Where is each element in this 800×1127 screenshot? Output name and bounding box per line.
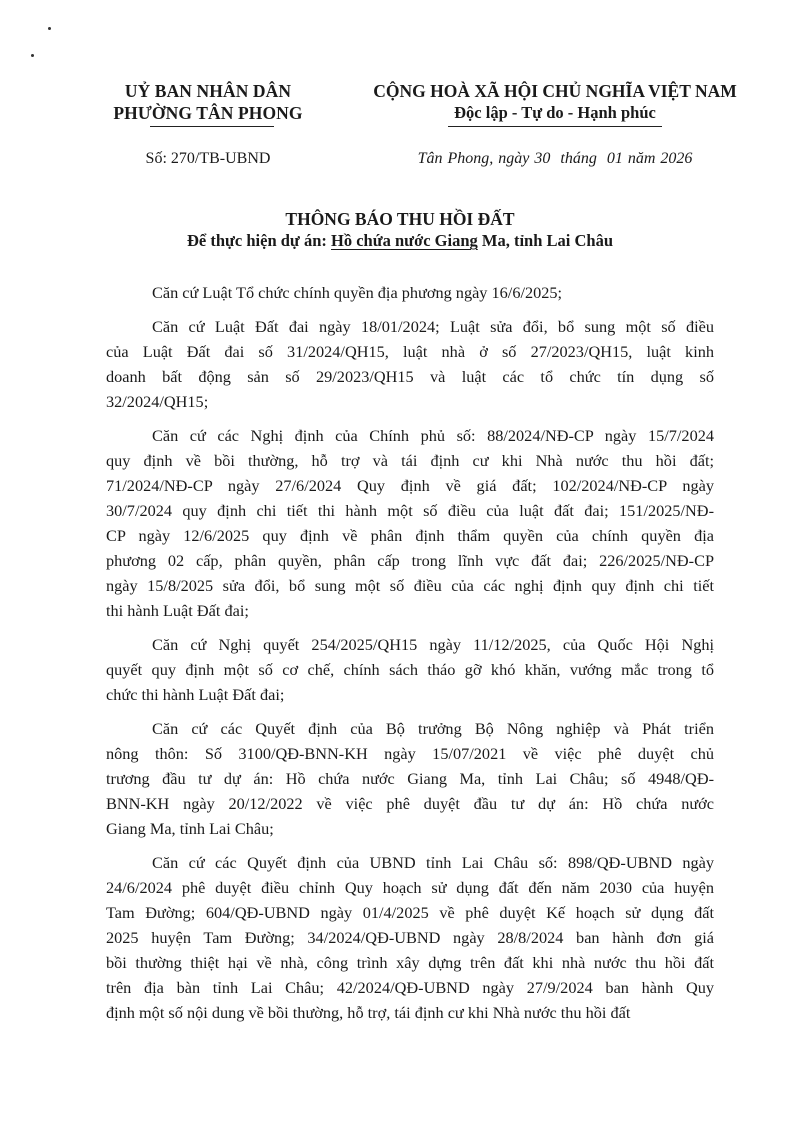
- authority-line: PHƯỜNG TÂN PHONG: [113, 103, 303, 123]
- legal-basis-paragraph: [106, 280, 714, 305]
- scan-speck: [31, 54, 34, 57]
- document-header: [0, 80, 800, 190]
- document-title: THÔNG BÁO THU HỒI ĐẤT: [285, 209, 515, 229]
- paragraph-line: Căn cứ các Quyết định của Bộ trưởng Bộ Nông nghiệp và Phát triển: [152, 719, 714, 738]
- paragraph-line: quyết quy định một số cơ chế, chính sách tháo gỡ khó khăn, vướng mắc trong tổ: [106, 660, 714, 679]
- document-body: [106, 280, 714, 1034]
- paragraph-line: doanh bất động sản số 29/2023/QH15 và luật các tổ chức tín dụng số: [106, 367, 714, 386]
- subtitle-prefix: Để thực hiện dự án:: [186, 231, 332, 250]
- paragraph-line: quy định về bồi thường, hỗ trợ và tái định cư khi Nhà nước thu hồi đất;: [106, 451, 714, 470]
- paragraph-line: 30/7/2024 quy định chi tiết thi hành một số điều của luật đất đai; 151/2025/NĐ-: [106, 501, 714, 520]
- paragraph-line: định một số nội dung về bồi thường, hỗ trợ, tái định cư khi Nhà nước thu hồi đất: [106, 1003, 631, 1022]
- paragraph-line: Căn cứ các Nghị định của Chính phủ số: 88/2024/NĐ-CP ngày 15/7/2024: [152, 426, 714, 445]
- paragraph-line: trương đầu tư dự án: Hồ chứa nước Giang Ma, tỉnh Lai Châu; số 4948/QĐ-: [106, 769, 714, 788]
- place-and-date: Tân Phong, ngày 30 tháng 01 năm 2026: [417, 150, 693, 167]
- document-number: Số: 270/TB-UBND: [145, 150, 271, 167]
- paragraph-line: nông thôn: Số 3100/QĐ-BNN-KH ngày 15/07/2021 về việc phê duyệt chủ: [106, 744, 714, 763]
- title-block: [0, 208, 800, 252]
- paragraph-line: Căn cứ Luật Tổ chức chính quyền địa phương ngày 16/6/2025;: [152, 283, 563, 302]
- national-heading: [350, 80, 760, 127]
- paragraph-line: Căn cứ Nghị quyết 254/2025/QH15 ngày 11/12/2025, của Quốc Hội Nghị: [152, 635, 714, 654]
- paragraph-line: 2025 huyện Tam Đường; 34/2024/QĐ-UBND ngày 28/8/2024 ban hành đơn giá: [106, 928, 714, 947]
- legal-basis-paragraph: [106, 850, 714, 1025]
- paragraph-line: CP ngày 12/6/2025 quy định về phân định thẩm quyền của chính quyền địa: [106, 526, 714, 545]
- paragraph-line: Tam Đường; 604/QĐ-UBND ngày 01/4/2025 về phê duyệt Kế hoạch sử dụng đất: [106, 903, 714, 922]
- paragraph-line: Căn cứ Luật Đất đai ngày 18/01/2024; Luật sửa đổi, bổ sung một số điều: [152, 317, 714, 336]
- paragraph-line: thi hành Luật Đất đai;: [106, 601, 249, 620]
- national-motto: Độc lập - Tự do - Hạnh phúc: [454, 103, 656, 122]
- paragraph-line: 71/2024/NĐ-CP ngày 27/6/2024 Quy định về giá đất; 102/2024/NĐ-CP ngày: [106, 476, 714, 495]
- document-subtitle: [0, 230, 800, 252]
- paragraph-line: 24/6/2024 phê duyệt điều chỉnh Quy hoạch sử dụng đất đến năm 2030 của huyện: [106, 878, 714, 897]
- paragraph-line: bồi thường thiệt hại về nhà, công trình xây dựng trên đất khi nhà nước thu hồi đất: [106, 953, 714, 972]
- scan-speck: [48, 27, 51, 30]
- paragraph-line: trên địa bàn tỉnh Lai Châu; 42/2024/QĐ-UBND ngày 27/9/2024 ban hành Quy: [106, 978, 714, 997]
- legal-basis-paragraph: [106, 314, 714, 414]
- motto-underline: [448, 126, 662, 127]
- paragraph-line: chức thi hành Luật Đất đai;: [106, 685, 285, 704]
- authority-line: UỶ BAN NHÂN DÂN: [124, 81, 292, 101]
- subtitle-suffix: Ma, tỉnh Lai Châu: [477, 231, 614, 250]
- paragraph-line: Căn cứ các Quyết định của UBND tỉnh Lai Châu số: 898/QĐ-UBND ngày: [152, 853, 714, 872]
- legal-basis-paragraph: [106, 716, 714, 841]
- paragraph-line: BNN-KH ngày 20/12/2022 về việc phê duyệt đầu tư dự án: Hồ chứa nước: [106, 794, 714, 813]
- legal-basis-paragraph: [106, 423, 714, 623]
- issuing-authority: [88, 80, 328, 127]
- paragraph-line: Giang Ma, tỉnh Lai Châu;: [106, 819, 274, 838]
- paragraph-line: phương 02 cấp, phân quyền, phân cấp trong lĩnh vực đất đai; 226/2025/NĐ-CP: [106, 551, 714, 570]
- paragraph-line: của Luật Đất đai số 31/2024/QH15, luật nhà ở số 27/2023/QH15, luật kinh: [106, 342, 714, 361]
- nation-name: CỘNG HOÀ XÃ HỘI CHỦ NGHĨA VIỆT NAM: [373, 81, 737, 101]
- paragraph-line: ngày 15/8/2025 sửa đổi, bổ sung một số điều của các nghị định quy định chi tiết: [106, 576, 714, 595]
- paragraph-line: 32/2024/QH15;: [106, 392, 209, 411]
- legal-basis-paragraph: [106, 632, 714, 707]
- authority-underline: [150, 126, 274, 127]
- project-name-underlined: Hồ chứa nước Giang: [331, 231, 478, 250]
